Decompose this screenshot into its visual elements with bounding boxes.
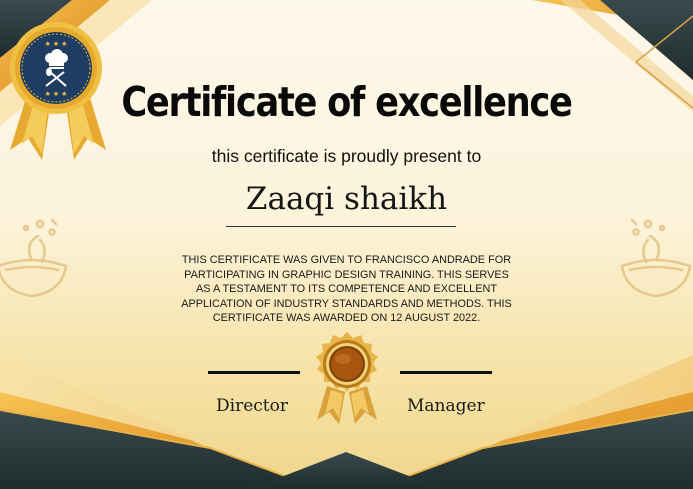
certificate-body	[150, 253, 543, 326]
body-line: PARTICIPATING IN GRAPHIC DESIGN TRAINING. THIS SERVES	[184, 268, 509, 281]
recipient-name: Zaaqi shaikh	[245, 181, 448, 217]
name-underline	[226, 226, 456, 227]
body-line: APPLICATION OF INDUSTRY STANDARDS AND METHODS. THIS	[181, 297, 512, 310]
body-line: CERTIFICATE WAS AWARDED ON 12 AUGUST 2022.	[212, 312, 481, 324]
svg-text:★ ★ ★: ★ ★ ★	[44, 41, 68, 48]
bowl-splash-icon	[0, 214, 72, 304]
certificate-title: Certificate of excellence	[121, 78, 572, 126]
body-line: AS A TESTAMENT TO ITS COMPETENCE AND EXCELLENT	[196, 283, 497, 295]
manager-label: Manager	[407, 396, 485, 416]
body-line: THIS CERTIFICATE WAS GIVEN TO FRANCISCO ANDRADE FOR	[181, 254, 512, 266]
bowl-splash-icon	[616, 214, 693, 304]
director-label: Director	[216, 396, 288, 416]
svg-text:★ ★ ★: ★ ★ ★	[44, 91, 68, 98]
gold-medal-icon	[303, 330, 391, 424]
director-signature-line	[208, 371, 300, 374]
manager-signature-line	[400, 371, 492, 374]
certificate-subtitle: this certificate is proudly present to	[211, 146, 482, 166]
